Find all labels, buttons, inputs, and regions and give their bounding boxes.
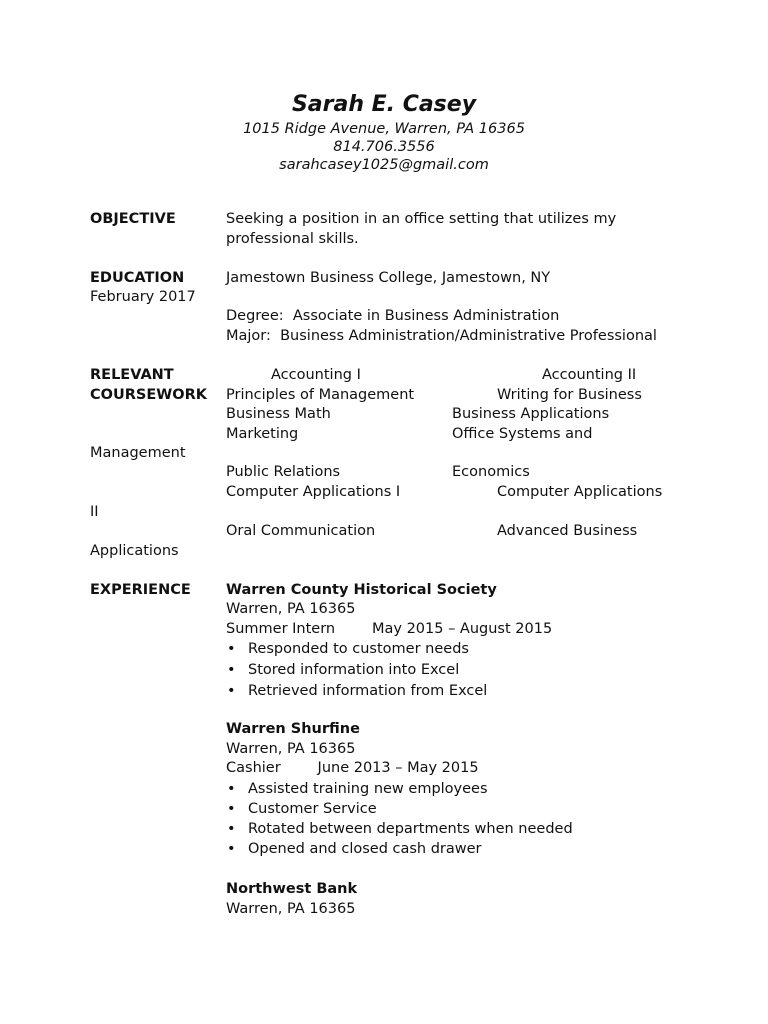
course-item: Computer Applications I: [226, 484, 401, 500]
course-item: Public Relations: [226, 464, 341, 480]
bullet-marker: •: [227, 801, 236, 817]
job-duty: Customer Service: [248, 801, 377, 817]
course-item: Office Systems and: [452, 426, 593, 442]
bullet-marker: •: [227, 683, 236, 699]
education-major: Major: Business Administration/Administrative Professional: [226, 328, 657, 344]
course-item: Marketing: [226, 426, 299, 442]
bullet-marker: •: [227, 841, 236, 857]
job-duty: Rotated between departments when needed: [248, 821, 573, 837]
education-school: Jamestown Business College, Jamestown, NY: [226, 270, 551, 286]
course-item: Accounting I: [271, 367, 361, 383]
coursework-heading-1: RELEVANT: [90, 367, 174, 383]
course-item: Economics: [452, 464, 530, 480]
course-item: Management: [90, 445, 186, 461]
course-item: Advanced Business: [497, 523, 638, 539]
address: 1015 Ridge Avenue, Warren, PA 16365: [243, 121, 525, 137]
course-item: Applications: [90, 543, 179, 559]
course-item: Oral Communication: [226, 523, 376, 539]
bullet-marker: •: [227, 641, 236, 657]
course-item: Business Math: [226, 406, 331, 422]
education-degree: Degree: Associate in Business Administration: [226, 308, 560, 324]
job-role-dates: Cashier June 2013 – May 2015: [226, 760, 479, 776]
experience-heading: EXPERIENCE: [90, 582, 191, 598]
job-location: Warren, PA 16365: [226, 741, 356, 757]
job-duty: Opened and closed cash drawer: [248, 841, 482, 857]
job-duty: Stored information into Excel: [248, 662, 460, 678]
course-item: Principles of Management: [226, 387, 415, 403]
phone: 814.706.3556: [333, 139, 435, 155]
course-item: II: [90, 504, 99, 520]
job-employer: Warren County Historical Society: [226, 582, 497, 598]
job-duty: Responded to customer needs: [248, 641, 469, 657]
bullet-marker: •: [227, 781, 236, 797]
course-item: Accounting II: [542, 367, 637, 383]
objective-heading: OBJECTIVE: [90, 211, 176, 227]
bullet-marker: •: [227, 821, 236, 837]
bullet-marker: •: [227, 662, 236, 678]
job-employer: Northwest Bank: [226, 881, 358, 897]
objective-line-2: professional skills.: [226, 231, 359, 247]
job-duty: Assisted training new employees: [248, 781, 488, 797]
course-item: Writing for Business: [497, 387, 642, 403]
education-date: February 2017: [90, 289, 196, 305]
education-heading: EDUCATION: [90, 270, 185, 286]
course-item: Computer Applications: [497, 484, 663, 500]
objective-line-1: Seeking a position in an office setting that utilizes my: [226, 211, 617, 227]
applicant-name: Sarah E. Casey: [291, 92, 477, 117]
coursework-heading-2: COURSEWORK: [90, 387, 207, 403]
job-location: Warren, PA 16365: [226, 601, 356, 617]
course-item: Business Applications: [452, 406, 610, 422]
job-role-dates: Summer Intern May 2015 – August 2015: [226, 621, 553, 637]
job-duty: Retrieved information from Excel: [248, 683, 488, 699]
job-employer: Warren Shurfine: [226, 721, 360, 737]
email: sarahcasey1025@gmail.com: [279, 157, 489, 173]
job-location: Warren, PA 16365: [226, 901, 356, 917]
